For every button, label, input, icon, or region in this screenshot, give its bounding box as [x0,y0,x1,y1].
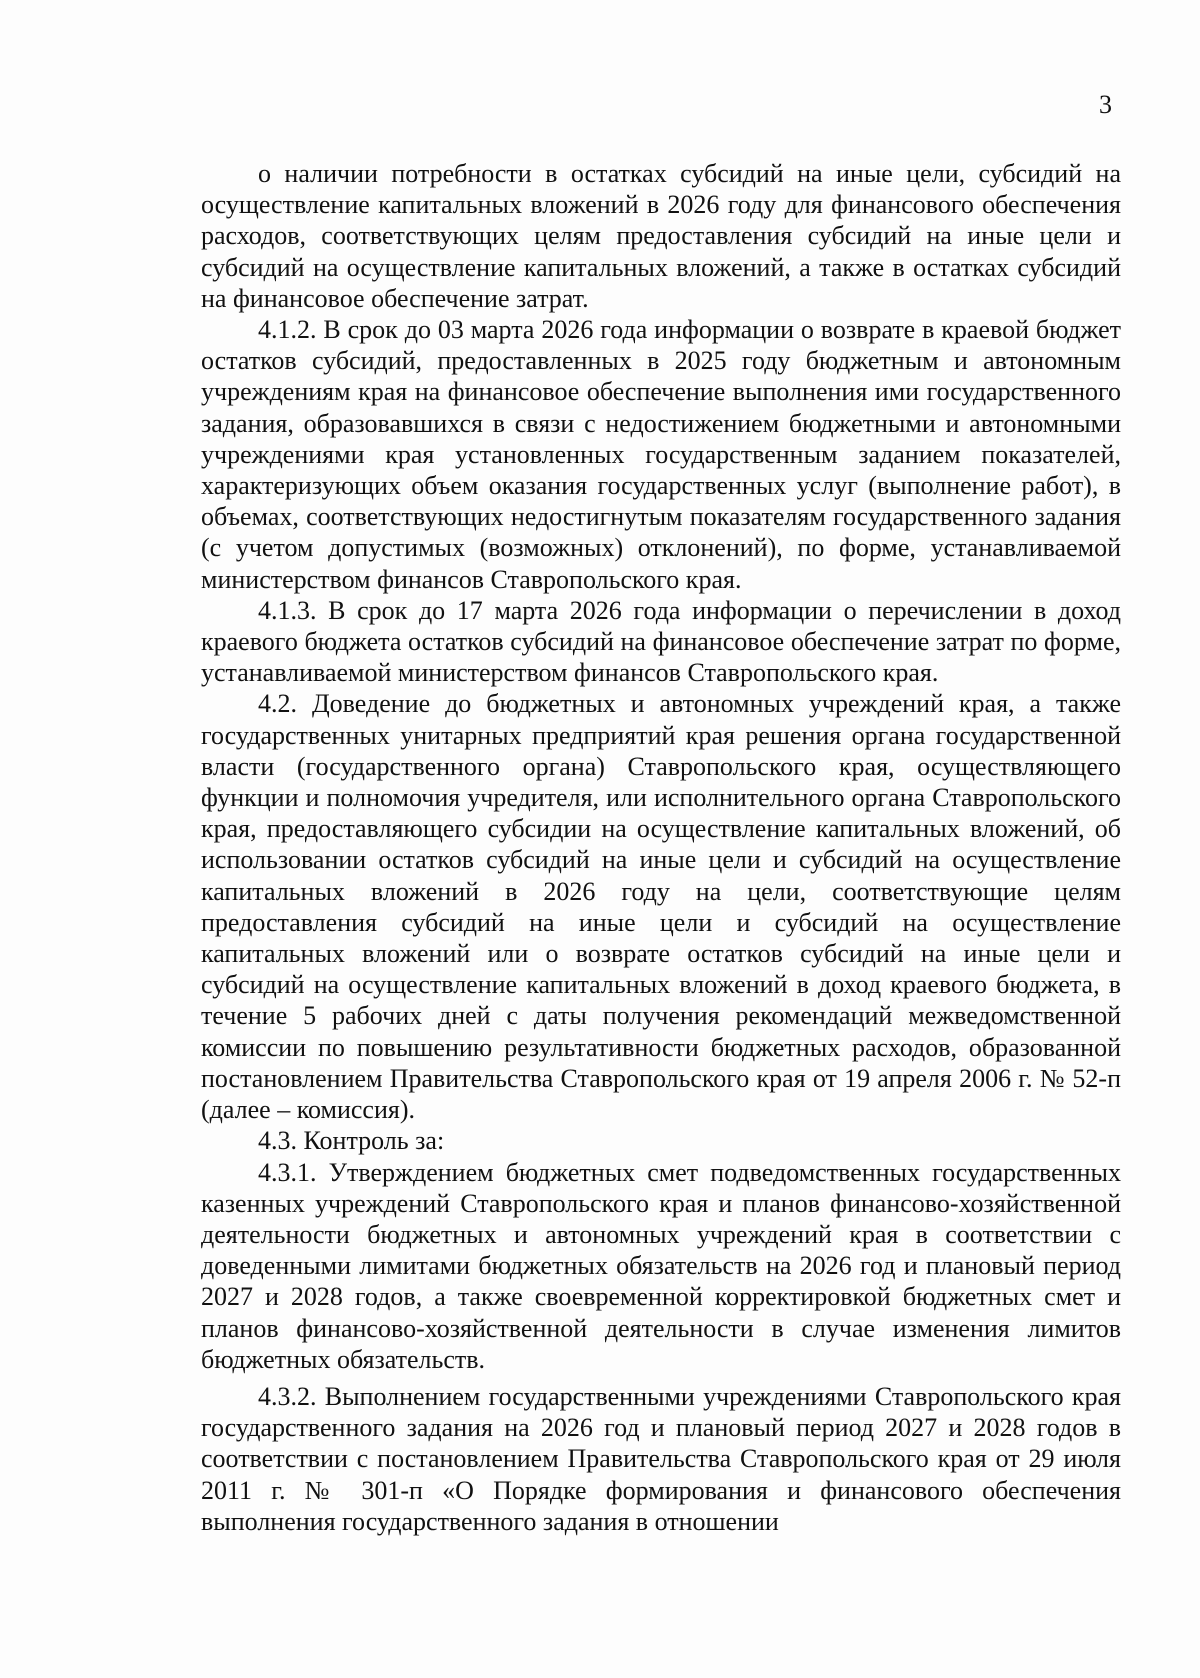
paragraph-4-1-3: 4.1.3. В срок до 17 марта 2026 года информации о перечислении в доход краевого бюджета остатков субсидий на финансовое обеспечение затрат по форме, устанавливаемой министерством финансов Ставропольского края. [201,595,1121,688]
page-number: 3 [1099,90,1112,119]
paragraph-continuation: о наличии потребности в остатках субсидий на иные цели, субсидий на осуществление капитальных вложений в 2026 году для финансового обеспечения расходов, соответствующих целям предоставления субсидий на иные цели и субсидий на осуществление капитальных вложений, а также в остатках субсидий на финансовое обеспечение затрат. [201,159,1121,313]
paragraph-4-2: 4.2. Доведение до бюджетных и автономных учреждений края, а также государственных унитарных предприятий края решения органа государственной власти (государственного органа) Ставропольского края, осуществляющего функции и полномочия учредителя, или исполнительного органа Ставропольского края, предоставляющего субсидии на осуществление капитальных вложений, об использовании остатков субсидий на иные цели и субсидий на осуществление капитальных вложений в 2026 году на цели, соответствующие целям предоставления субсидий на иные цели и субсидий на осуществление капитальных вложений или о возврате остатков субсидий на иные цели и субсидий на осуществление капитальных вложений в доход краевого бюджета, в течение 5 рабочих дней с даты получения рекомендаций межведомственной комиссии по повышению результативности бюджетных расходов, образованной постановлением Правительства Ставропольского края от 19 апреля 2006 г. № 52-п (далее – комиссия). [201,689,1121,1125]
paragraph-4-1-2: 4.1.2. В срок до 03 марта 2026 года информации о возврате в краевой бюджет остатков субсидий, предоставленных в 2025 году бюджетным и автономным учреждениям края на финансовое обеспечение выполнения ими государственного задания, образовавшихся в связи с недостижением бюджетными и автономными учреждениями края установленных государственным заданием показателей, характеризующих объем оказания государственных услуг (выполнение работ), в объемах, соответствующих недостигнутым показателям государственного задания (с учетом допустимых (возможных) отклонений), по форме, устанавливаемой министерством финансов Ставропольского края. [201,315,1121,594]
paragraph-4-3-2: 4.3.2. Выполнением государственными учреждениями Ставропольского края государственного задания на 2026 год и плановый период 2027 и 2028 годов в соответствии с постановлением Правительства Ставропольского края от 29 июля 2011 г. № 301-п «О Порядке формирования и финансового обеспечения выполнения государственного задания в отношении [201,1381,1121,1536]
paragraph-4-3-1: 4.3.1. Утверждением бюджетных смет подведомственных государственных казенных учреждений Ставропольского края и планов финансово-хозяйственной деятельности бюджетных и автономных учреждений края в соответствии с доведенными лимитами бюджетных обязательств на 2026 год и плановый период 2027 и 2028 годов, а также своевременной корректировкой бюджетных смет и планов финансово-хозяйственной деятельности в случае изменения лимитов бюджетных обязательств. [201,1157,1121,1374]
paragraph-4-3: 4.3. Контроль за: [258,1126,445,1156]
document-body [201,158,1121,1537]
